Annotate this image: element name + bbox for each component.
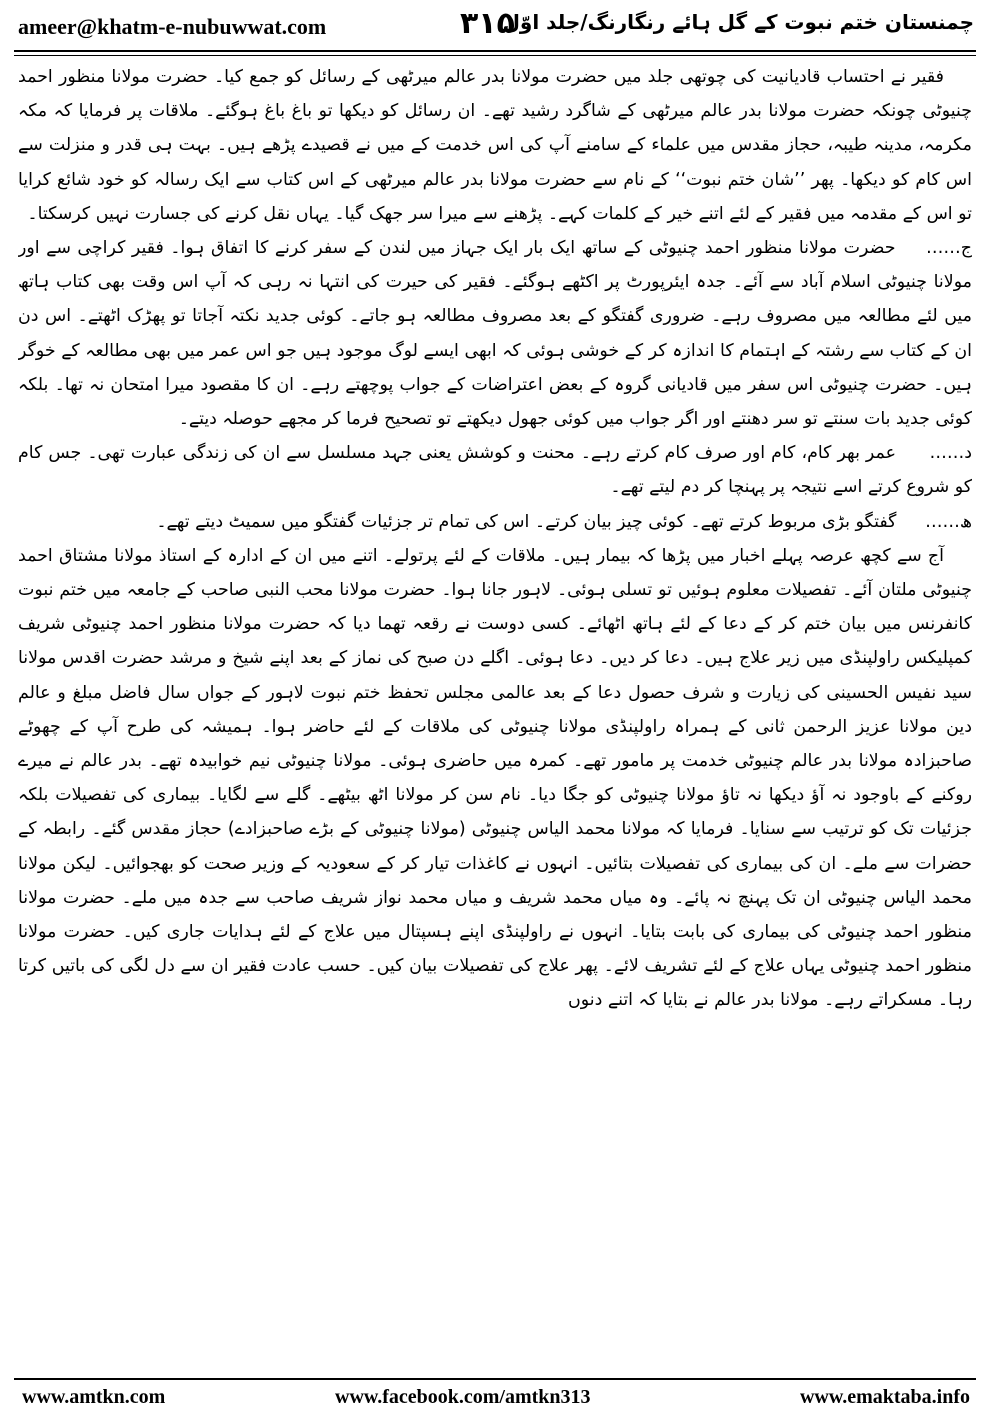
- footer-link-amtkn[interactable]: www.amtkn.com: [22, 1386, 166, 1408]
- closing-paragraph: آج سے کچھ عرصہ پہلے اخبار میں پڑھا کہ بیمار ہیں۔ ملاقات کے لئے پرتولے۔ اتنے میں ان کے ادارہ کے استاذ مولانا مشتاق احمد چنیوٹی ملتان آئے۔ تفصیلات معلوم ہوئیں تو تسلی ہوئی۔ لاہور جانا ہوا۔ حضرت مولانا محب النبی صاحب کے جامعہ میں ختم نبوت کانفرنس میں بیان ختم کر کے دعا کے لئے ہاتھ اٹھائے۔ کسی دوست نے رقعہ تھما دیا کہ حضرت مولانا منظور احمد چنیوٹی شریف کمپلیکس راولپنڈی میں زیر علاج ہیں۔ دعا کر دیں۔ دعا ہوئی۔ اگلے دن صبح کی نماز کے بعد اپنے شیخ و مرشد حضرت اقدس مولانا سید نفیس الحسینی کی زیارت و شرف حصول دعا کے بعد عالمی مجلس تحفظ ختم نبوت لاہور کے جواں سال فاضل مبلغ و عالم دین مولانا عزیز الرحمن ثانی کے ہمراہ راولپنڈی مولانا چنیوٹی کی ملاقات کے لئے حاضر ہوا۔ ہمیشہ کی طرح آپ کے چھوٹے صاحبزادہ مولانا بدر عالم چنیوٹی خدمت پر مامور تھے۔ کمرہ میں حاضری ہوئی۔ مولانا چنیوٹی نیم خوابیدہ تھے۔ بدر عالم نے میرے روکنے کے باوجود نہ آؤ دیکھا نہ تاؤ مولانا چنیوٹی کو جگا دیا۔ نام سن کر مولانا اٹھ بیٹھے۔ گلے سے لگایا۔ بیماری کی تفصیلات بلکہ جزئیات تک کو ترتیب سے سنایا۔ فرمایا کہ مولانا محمد الیاس چنیوٹی (مولانا چنیوٹی کے بڑے صاحبزادے) حجاز مقدس گئے۔ رابطہ کے حضرات سے ملے۔ ان کی بیماری کی تفصیلات بتائیں۔ انہوں نے کاغذات تیار کر کے سعودیہ کے وزیر صحت کو بھجوائیں۔ لیکن مولانا محمد الیاس چنیوٹی ان تک پہنچ نہ پائے۔ وہ میاں محمد شریف و میاں محمد نواز شریف صاحب سے جدہ میں ملے۔ حضرت مولانا منظور احمد چنیوٹی کی بیماری کی بابت بتایا۔ انہوں نے راولپنڈی اپنے ہسپتال میں علاج کے لئے ہدایات جاری کیں۔ حضرت مولانا منظور احمد چنیوٹی یہاں علاج کے لئے تشریف لائے۔ پھر علاج کی تفصیلات بیان کیں۔ حسب عادت فقیر ان سے دل لگی کی باتیں کرتا رہا۔ مسکراتے رہے۔ مولانا بدر عالم نے بتایا کہ اتنے دنوں: [18, 545, 972, 1011]
- footer-link-emaktaba[interactable]: www.emaktaba.info: [799, 1386, 970, 1408]
- item-marker: د……: [929, 443, 972, 464]
- footer-rule: [14, 1378, 976, 1380]
- header-email: ameer@khatm-e-nubuwwat.com: [18, 14, 327, 39]
- header-rule: [14, 50, 976, 52]
- footer-link-facebook[interactable]: www.facebook.com/amtkn313: [335, 1386, 591, 1408]
- item-marker: ھ……: [925, 511, 972, 532]
- item-text: عمر بھر کام، کام اور صرف کام کرتے رہے۔ محنت و کوشش یعنی جہد مسلسل سے ان کی زندگی عبارت تھی۔ جس کام کو شروع کرتے اسے نتیجہ پر پہنچا کر دم لیتے تھے۔: [18, 443, 972, 498]
- page-number: ۳۱۵: [460, 6, 515, 41]
- list-item-hay: [18, 505, 972, 539]
- book-title: چمنستان ختم نبوت کے گل ہائے رنگارنگ/جلد اوّل: [502, 10, 974, 34]
- page-header: [0, 0, 990, 50]
- list-item-jeem: [18, 231, 972, 436]
- item-text: گفتگو بڑی مربوط کرتے تھے۔ کوئی چیز بیان کرتے۔ اس کی تمام تر جزئیات گفتگو میں سمیٹ دیتے تھے۔: [156, 511, 897, 532]
- page-footer: [0, 1386, 990, 1416]
- header-rule-thin: [14, 55, 976, 56]
- list-item-daal: [18, 436, 972, 504]
- item-text: حضرت مولانا منظور احمد چنیوٹی کے ساتھ ایک بار ایک جہاز میں لندن کے سفر کرنے کا اتفاق ہوا۔ فقیر کراچی سے اور مولانا چنیوٹی اسلام آباد سے آئے۔ جدہ ایئرپورٹ پر اکٹھے ہوگئے۔ فقیر کی حیرت کی انتہا نہ رہی کہ آپ اس وقت بھی کتاب ہاتھ میں لئے مطالعہ میں مصروف رہے۔ ضروری گفتگو کے بعد مصروف مطالعہ ہو جاتے۔ کوئی جدید نکتہ آجاتا تو پھڑک اٹھتے۔ اس دن ان کے کتاب سے رشتہ کے اہتمام کا اندازہ کر کے خوشی ہوئی کہ ابھی ایسے لوگ موجود ہیں جو اس عمر میں بھی مطالعہ کے خوگر ہیں۔ حضرت چنیوٹی اس سفر میں قادیانی گروہ کے بعض اعتراضات کے جواب پوچھتے رہے۔ ان کا مقصود میرا امتحان نہ تھا۔ بلکہ کوئی جدید بات سنتے تو سر دھنتے اور اگر جواب میں کوئی جھول دیکھتے تو تصحیح فرما کر مجھے حوصلہ دیتے۔: [18, 238, 972, 430]
- intro-paragraph: فقیر نے احتساب قادیانیت کی چوتھی جلد میں حضرت مولانا بدر عالم میرٹھی کے رسائل کو جمع کیا۔ حضرت مولانا منظور احمد چنیوٹی چونکہ حضرت مولانا بدر عالم میرٹھی کے شاگرد رشید تھے۔ ان رسائل کو دیکھا تو باغ باغ ہوگئے۔ ملاقات پر فرمایا کہ مکہ مکرمہ، مدینہ طیبہ، حجاز مقدس میں علماء کے سامنے آپ کی اس خدمت کے میں نے قصیدے پڑھے ہیں۔ بہت ہی قدر و منزلت سے اس کام کو دیکھا۔ پھر ’’شان ختم نبوت‘‘ کے نام سے حضرت مولانا بدر عالم میرٹھی کے اس کتاب سے ایک رسالہ کو خود شائع کرایا تو اس کے مقدمہ میں فقیر کے لئے اتنے خیر کے کلمات کہے۔ پڑھنے سے میرا سر جھک گیا۔ یہاں نقل کرنے کی جسارت نہیں کرسکتا۔: [18, 67, 972, 224]
- item-marker: ج……: [926, 238, 972, 259]
- page-body: [18, 60, 972, 1372]
